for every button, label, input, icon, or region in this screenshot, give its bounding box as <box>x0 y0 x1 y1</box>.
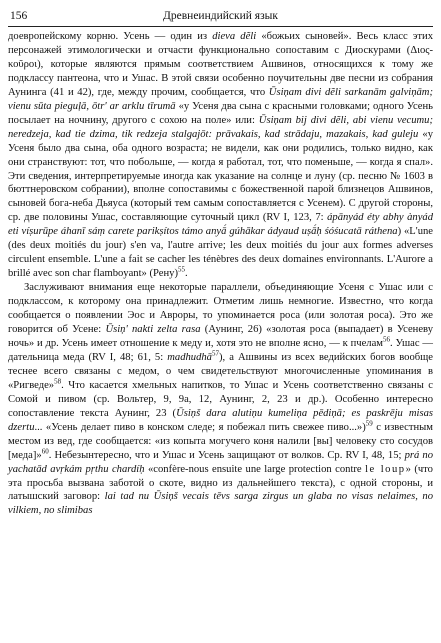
body-text <box>8 27 433 518</box>
text-run: «у Усеня два сына с красными головками; одного Усень посылает на ночнину, другого с сохою на поле» или: <box>8 100 433 126</box>
text-run: ), которые являются прямым соответствием Ашвинов, относящихся к тому же подклассу пантеона, что и Ушас. В этой связи особенно поучительны две песни из собрания Аунинга (41 и 42), где, между прочим, сообщается, что <box>8 58 433 98</box>
italic-text: madhudhā <box>167 351 212 363</box>
text-run: . Ушас — дательница меда (RV I, 48; 61, 5: <box>8 337 434 363</box>
text-run: . Что касается хмельных напитков, то Ушас и Усень соответственно связаны с Сомой и пивом (ср. Вольтер, 9, 9а, 12, Аунинг, 2, 23 и др.). Особенно интересно сопоставление текста Аунинг, 23 ( <box>8 379 433 419</box>
page-header <box>8 4 433 27</box>
spaced-text: le loup <box>365 463 406 475</box>
text-run: ... «Усень делает пиво в конском следе; я побежал пить свежее пиво...») <box>34 421 366 433</box>
text-run: . Небезынтересно, что и Ушас и Усень защищают от волков. Ср. RV I, 48, 15; <box>48 449 405 461</box>
italic-text: Ūsiņš dara alutiņu kumeliņa pēdiņā; es paskrēju misas dzertu <box>8 407 433 433</box>
italic-text: prá no yachatād avṛkám pṛthu chardíḥ <box>8 449 434 475</box>
text-run: Διος-κοῦροι <box>8 44 433 70</box>
italic-text: Ūsiņam bij divi dẽli, abi vienu vecumu; neredzeja, kad tie dzima, tik redzeja stalgajōt: prāvakais, kad strādaju, mazakais, kad guleju <box>8 114 434 140</box>
footnote-ref: 58 <box>54 377 62 386</box>
footnote-ref: 57 <box>211 349 219 358</box>
page-number: 156 <box>10 10 28 22</box>
text-run: » (что эта просьба вызвана заботой о скоте, видно из дальнейшего текста), с одной стороны, и латышский заговор: <box>8 463 433 503</box>
book-page <box>8 4 433 640</box>
text-run: . <box>184 268 188 280</box>
text-run: Заслуживают внимания еще некоторые параллели, объединяющие Усеня с Ушас или с подклассом, к которому она принадлежит. Отметим лишь немногие. Известно, что когда сообщается о появлении Эос и Авроры, то упоминается роса (или золотая роса). Это же говорится об Усене: <box>8 282 433 336</box>
footnote-ref: 60 <box>41 447 49 456</box>
text-run: ), а Ашвины из всех ведийских богов вообще теснее всего связаны с медом, о чем свидетельствуют многочисленные упоминания в «Ригведе» <box>8 351 433 391</box>
paragraph <box>8 281 433 518</box>
footnote-ref: 56 <box>382 335 390 344</box>
text-run: с известным местом из вед, где сообщается: «из копыта могучего коня налили [вы] человеку сто сосудов [меда]» <box>8 421 433 461</box>
italic-text: ápānyád éty abhy ànyád eti víṣurūpe áhanī sáṃ carete parikṣítos támo anyā́ gúhākar ádyaud uṣā́ḥ śóśucatā ráthena <box>8 212 434 238</box>
italic-text: dievа dẽli <box>212 31 257 42</box>
italic-text: lai tad nu Ūsiņš vecais tēvs sarga zirgus un glaba no visas nelaimes, no vilkiem, no slimibas <box>8 491 433 517</box>
text-run: «божьих сыновей». Весь класс этих персонажей этимологически и отчасти функционально сопоставим с Диоскурами ( <box>8 31 433 56</box>
text-run: доевропейскому корню. Усень — один из <box>8 31 213 42</box>
italic-text: Ūsiņ' nakti zelta rasa <box>105 324 201 336</box>
text-run: «у Усеня было два сына, оба одного возраста; не видели, как они родились, только видно, как они странствуют: тот, что побольше, — когда я работал, тот, что поменьше, — когда я спал». Эти сведения, интерпретируемые иногда как указание на солнце и луну (ср. песню № 1603 в бюттнеровском собрании), вполне сопоставимы с божественной парой близнецов Ашвинов, сыновей бога-неба Дьяуса (который тем самым сопоставляется с Усенем). С другой стороны, ср. две половины Ушас, составляющие суточный цикл (RV I, 123, 7: <box>8 128 433 224</box>
running-title: Древнеиндийский язык <box>163 10 278 22</box>
paragraph <box>8 30 433 281</box>
text-run: ) «L'une (des deux moitiés du jour) s'en va, l'autre arrive; les deux moitiés du jour aux formes adverses circulent ensemble. L'une a fait se cacher les ténèbres des deux domaines environnants. L'Aurore a brillé avec son char flamboyant» (Рену) <box>8 226 433 280</box>
footnote-ref: 55 <box>177 265 185 274</box>
text-run: (Аунинг, 26) «золотая роса (выпадает) в Усеневу ночь» и др. Усень имеет отношение к меду и, хотя это не вполне ясно, — к пчелам <box>8 324 433 349</box>
footnote-ref: 59 <box>365 419 373 428</box>
italic-text: Ūsiņam divi dẽli sarkanām galviņām; vienu sūta pieguļā, ōtr' ar arklu tīrumā <box>8 86 433 112</box>
text-run: «confère-nous ensuite une large protection contre <box>144 463 366 475</box>
